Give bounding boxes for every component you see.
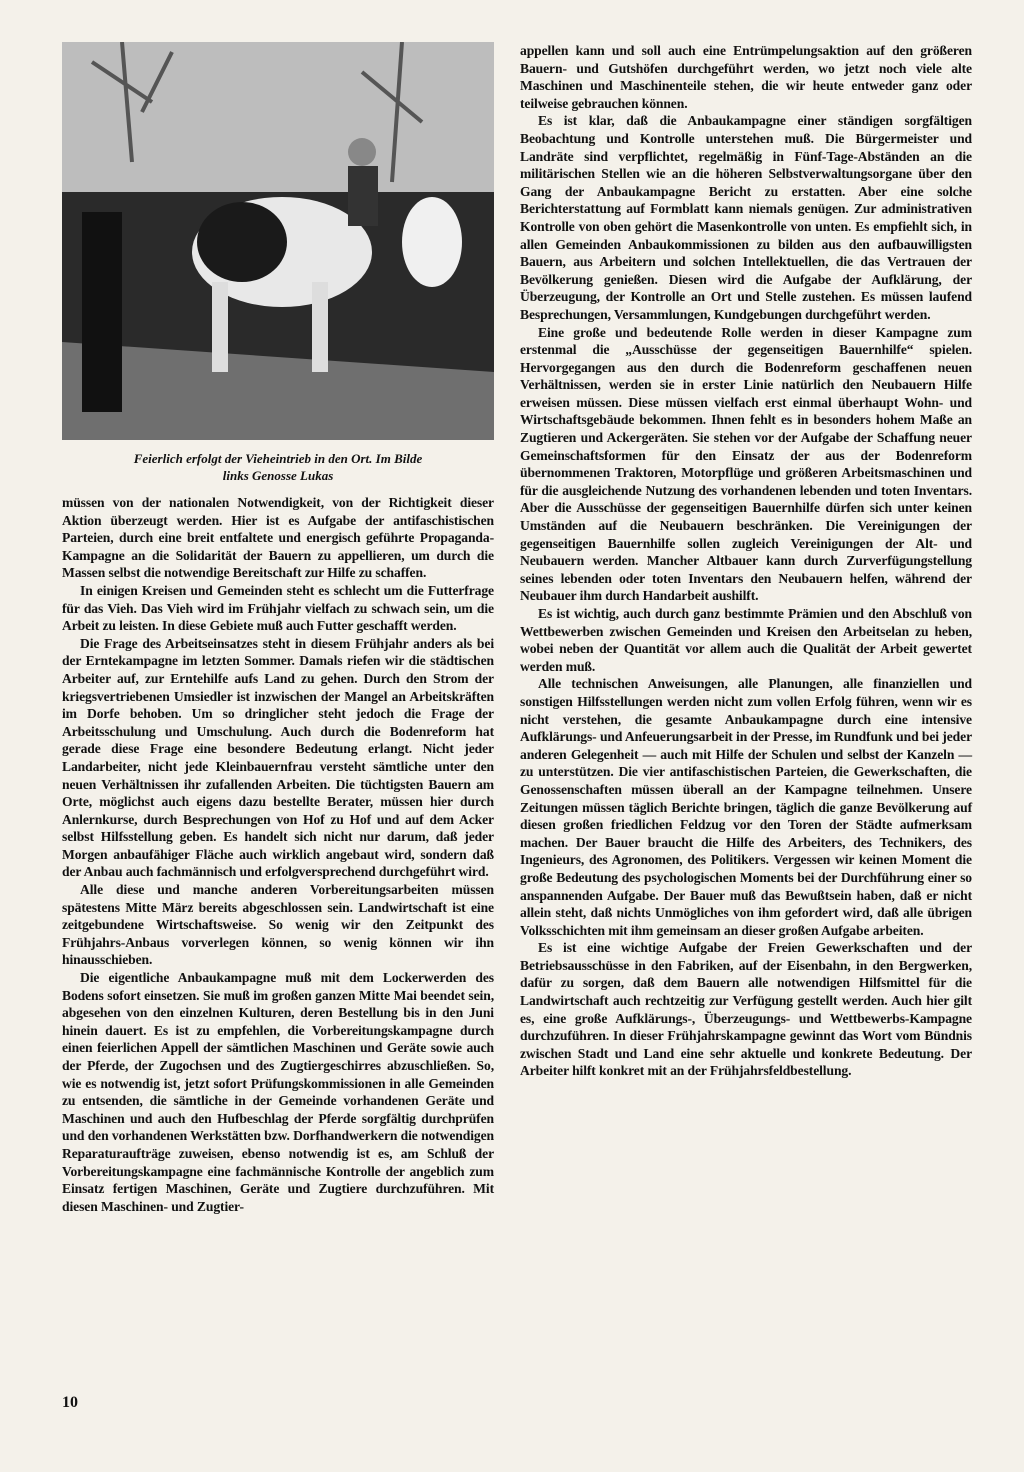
left-paragraph-5: Die eigentliche Anbaukampagne muß mit dem Lockerwerden des Bodens sofort einsetzen. Sie muß im großen ganzen Mitte Mai beendet sein, abgesehen von den einzelnen Kulturen, deren Bestellung bis in den Juni hinein dauert. Es ist zu empfehlen, die Vorbereitungskampagne durch einen feierlichen Appell der sämtlichen Maschinen und Geräte sowie auch der Pferde, der Zugochsen und des Zugtiergeschirres abzuschließen. So, wie es notwendig ist, jetzt sofort Prüfungskommissionen in alle Gemeinden zu entsenden, die sämtliche in der Gemeinde vorhandenen Geräte und Maschinen und auch den Hufbeschlag der Pferde sorgfältig durchprüfen und den vorhandenen Werkstätten bzw. Dorfhandwerkern die notwendigen Reparaturaufträge zuweisen, ebenso notwendig ist es, am Schluß der Vorbereitungskampagne eine fachmännische Kontrolle der angeblich zum Einsatz fertigen Maschinen, Geräte und Zugtiere durchzuführen. Mit diesen Maschinen- und Zugtier- [62, 970, 494, 1214]
caption-line-2: links Genosse Lukas [222, 468, 334, 483]
left-paragraph-2: In einigen Kreisen und Gemeinden steht es schlecht um die Futterfrage für das Vieh. Das Vieh wird im Frühjahr vielfach zu schwach sein, um die Arbeit zu leisten. In diese Gebiete muß auch Futter geschafft werden. [62, 582, 494, 634]
caption-line-1: Feierlich erfolgt der Vieheintrieb in den Ort. Im Bilde [133, 451, 423, 466]
right-paragraph-5: Alle technischen Anweisungen, alle Planungen, alle finanziellen und sonstigen Hilfsstellungen werden nicht zum vollen Erfolg führen, wenn wir es nicht verstehen, die gesamte Anbaukampagne durch eine intensive Aufklärungs- und Anfeuerungsarbeit in der Presse, im Rundfunk und bei jeder anderen Gelegenheit — auch mit Hilfe der Schulen und selbst der Kanzeln — zu unterstützen. Die vier antifaschistischen Parteien, die Gewerkschaften, die Genossenschaften müssen überall an der Kampagne teilnehmen. Unsere Zeitungen müssen täglich Berichte bringen, täglich die ganze Bevölkerung auf diesen großen friedlichen Feldzug vor den Toren der Städte aufmerksam machen. Der Bauer braucht die Hilfe des Arbeiters, des Technikers, des Ingenieurs, des Agronomen, des Politikers. Vergessen wir keinen Moment die große Bedeutung des psychologischen Moments bei der Durchführung einer so anspannenden Aufgabe. Der Bauer muß das Bewußtsein haben, daß er nicht allein steht, daß nichts Unmögliches von ihm gefordert wird, daß alle übrigen Volksschichten mit ihm gemeinsam an dieser großen Aufgabe arbeiten. [520, 676, 972, 938]
left-paragraph-3: Die Frage des Arbeitseinsatzes steht in diesem Frühjahr anders als bei der Erntekampagne im letzten Sommer. Damals riefen wir die städtischen Arbeiter auf, zur Erntehilfe aufs Land zu gehen. Durch den Strom der kriegsvertriebenen Umsiedler ist inzwischen der Mangel an Arbeitskräften im Dorfe behoben. Um so dringlicher steht jedoch die Frage der Arbeitsschulung und Umschulung. Auch durch die Bodenreform hat gerade diese Frage eine besondere Bedeutung erlangt. Nicht jeder Landarbeiter, nicht jede Kleinbauernfrau versteht sämtliche unter den neuen Verhältnissen ihr zufallenden Arbeiten. Die tüchtigsten Bauern am Orte, möglichst auch eigens dazu bestellte Berater, müssen hier durch Anlernkurse, durch Besprechungen von Hof zu Hof und auf dem Acker selbst Hilfsstellung geben. Es handelt sich nicht nur darum, daß jeder Morgen anbaufähiger Fläche auch wirklich angebaut wird, sondern daß der Anbau auch fachmännisch und erfolgversprechend durchgeführt wird. [62, 635, 494, 880]
photo-caption [62, 450, 494, 484]
left-paragraph-1: müssen von der nationalen Notwendigkeit, von der Richtigkeit dieser Aktion überzeugt werden. Hier ist es Aufgabe der antifaschistischen Parteien, durch eine breit entfaltete und energisch geführte Propaganda-Kampagne an die Solidarität der Bauern zu appellieren, um durch die Massen selbst die notwendige Bereitschaft zur Hilfe zu schaffen. [62, 495, 494, 581]
right-paragraph-2: Es ist klar, daß die Anbaukampagne einer ständigen sorgfältigen Beobachtung und Kontrolle unterstehen muß. Die Bürgermeister und Landräte sind verpflichtet, regelmäßig in Fünf-Tage-Abständen an die militärischen Stellen wie an die höheren Selbstverwaltungsorgane über den Gang der Anbaukampagne Bericht zu erstatten. Aber eine solche Berichterstattung auf Formblatt kann niemals genügen. Zur administrativen Kontrolle von oben gehört die Masenkontrolle von unten. Es empfiehlt sich, in allen Gemeinden Anbaukommissionen zu bilden aus den aufbauwilligsten Bauern, aus Arbeitern und solchen Intellektuellen, die das Vertrauen der Bevölkerung genießen. Diesen wird die Aufgabe der Aufklärung, der Überzeugung, der Kontrolle an Ort und Stelle zustehen. Es müssen laufend Besprechungen, Versammlungen, Kundgebungen durchgeführt werden. [520, 113, 972, 322]
right-paragraph-1: appellen kann und soll auch eine Entrümpelungsaktion auf den größeren Bauern- und Gutshöfen durchgeführt werden, wo jetzt noch viele alte Maschinen und Maschinenteile stehen, die wir heute entweder ganz oder teilweise gebrauchen können. [520, 43, 972, 111]
left-paragraph-4: Alle diese und manche anderen Vorbereitungsarbeiten müssen spätestens Mitte März bereits abgeschlossen sein. Landwirtschaft ist eine zeitgebundene Wirtschaftsweise. So wenig wir den Zeitpunkt des Frühjahrs-Anbaus vorverlegen können, so wenig können wir ihn hinausschieben. [62, 882, 494, 968]
cattle-photo [62, 42, 494, 440]
page-number: 10 [62, 1394, 78, 1411]
cattle-photo-icon [62, 42, 494, 440]
left-column [62, 42, 494, 1215]
right-paragraph-6: Es ist eine wichtige Aufgabe der Freien Gewerkschaften und der Betriebsausschüsse in den Fabriken, auf der Eisenbahn, in den Bergwerken, dafür zu sorgen, daß dem Bauern alle notwendigen Hilfsmittel für die Landwirtschaft auch rechtzeitig zur Verfügung gestellt werden. Auch hier gilt es, eine große Aufklärungs-, Überzeugungs- und Wettbewerbs-Kampagne durchzuführen. In dieser Frühjahrskampagne gewinnt das Wort vom Bündnis zwischen Stadt und Land eine sehr aktuelle und konkrete Bedeutung. Der Arbeiter hilft konkret mit an der Frühjahrsfeldbestellung. [520, 940, 972, 1079]
right-paragraph-4: Es ist wichtig, auch durch ganz bestimmte Prämien und den Abschluß von Wettbewerben zwischen Gemeinden und Kreisen den Arbeitselan zu heben, wobei neben der Quantität vor allem auch die Qualität der Arbeit gewertet werden muß. [520, 606, 972, 674]
right-paragraph-3: Eine große und bedeutende Rolle werden in dieser Kampagne zum erstenmal die „Ausschüsse der gegenseitigen Bauernhilfe“ spielen. Hervorgegangen aus den durch die Bodenreform geschaffenen neuen Verhältnissen, werden sie in erster Linie natürlich den Neubauern Hilfe erweisen müssen. Diese müssen vielfach erst einmal überhaupt Wohn- und Wirtschaftsgebäude bekommen. Ihnen fehlt es in besonders hohem Maße an Zugtieren und Ackergeräten. Sie stehen vor der Aufgabe der Schaffung neuer Gemeinschaftsformen für den Einsatz der aus der Bodenreform übernommenen Traktoren, Motorpflüge und größeren Arbeitsmaschinen und für die ausgleichende Nutzung des vorhandenen lebenden und toten Inventars. Aber die Ausschüsse der gegenseitigen Bauernhilfe dürfen sich unter keinen Umständen auf die Neubauern beschränken. Die Vereinigungen der gegenseitigen Bauernhilfe sollen zugleich Vereinigungen der Alt- und Neubauern werden. Mancher Altbauer kann durch Zurverfügungstellung seines lebenden oder toten Inventars den Neubauern helfen, während der Neubauer ihm durch Handarbeit aushilft. [520, 324, 972, 604]
right-column [520, 42, 972, 1080]
